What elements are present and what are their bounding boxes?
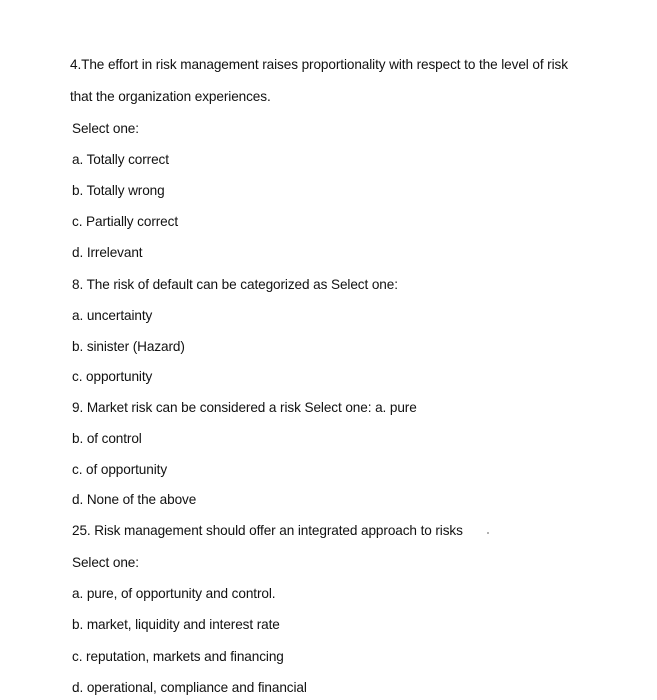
- question-25-option-b: b. market, liquidity and interest rate: [72, 617, 280, 632]
- question-8-option-a: a. uncertainty: [72, 308, 153, 323]
- question-4-option-a: a. Totally correct: [72, 152, 169, 167]
- question-4-text-line-1: 4.The effort in risk management raises proportionality with respect to the level of risk: [70, 57, 568, 72]
- question-4-text-line-2: that the organization experiences.: [70, 89, 271, 104]
- question-4-option-b: b. Totally wrong: [72, 183, 165, 198]
- stray-dot-mark: [487, 532, 489, 534]
- question-25-select-one: Select one:: [72, 555, 139, 570]
- question-9-option-c: c. of opportunity: [72, 462, 168, 477]
- question-9-text: 9. Market risk can be considered a risk Select one: a. pure: [72, 400, 417, 415]
- question-4-option-c: c. Partially correct: [72, 214, 179, 229]
- question-25-option-d: d. operational, compliance and financial: [72, 680, 307, 695]
- question-8-option-c: c. opportunity: [72, 369, 153, 384]
- question-9-option-d: d. None of the above: [72, 492, 197, 507]
- question-4-option-d: d. Irrelevant: [72, 245, 143, 260]
- question-25-option-a: a. pure, of opportunity and control.: [72, 586, 276, 601]
- question-4-select-one: Select one:: [72, 121, 139, 136]
- question-8-text: 8. The risk of default can be categorized as Select one:: [72, 277, 398, 292]
- question-25-option-c: c. reputation, markets and financing: [72, 649, 284, 664]
- question-8-option-b: b. sinister (Hazard): [72, 339, 185, 354]
- question-9-option-b: b. of control: [72, 431, 142, 446]
- question-25-text: 25. Risk management should offer an integrated approach to risks: [72, 523, 463, 538]
